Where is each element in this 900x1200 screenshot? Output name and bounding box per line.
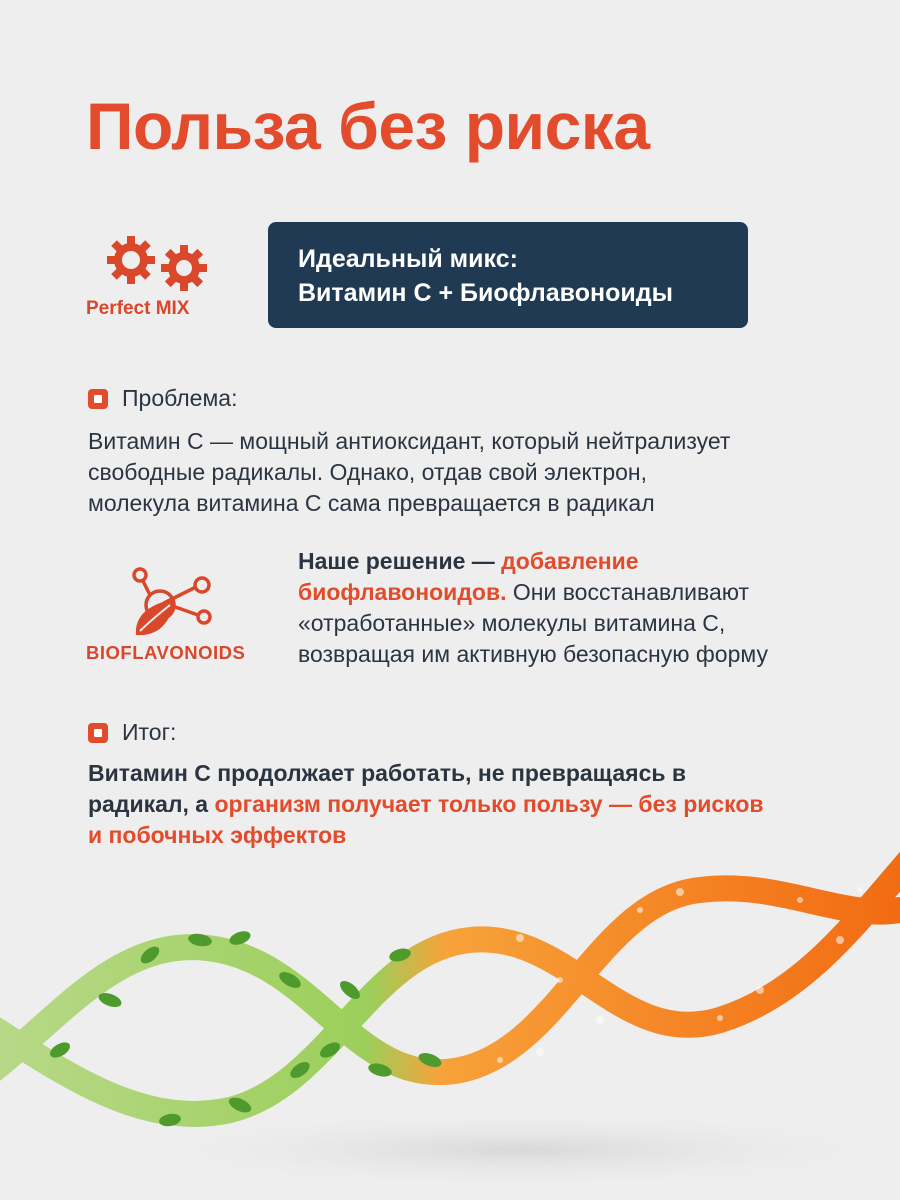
dna-helix-illustration (0, 820, 900, 1200)
perfect-mix-box (268, 222, 748, 328)
mix-box-line-2: Витамин С + Биофлавоноиды (298, 279, 673, 307)
problem-line-2: свободные радикалы. Однако, отдав свой электрон, (88, 459, 648, 485)
solution-rest: Они восстанавливают «отработанные» молекулы витамина С, возвращая им активную безопасную форму (298, 579, 768, 667)
result-text-part-1: Витамин С продолжает работать, не превращаясь в радикал, а (88, 760, 687, 817)
solution-text (298, 546, 838, 670)
problem-line-1: Витамин С — мощный антиоксидант, который нейтрализует (88, 428, 731, 454)
problem-heading (88, 385, 237, 412)
mix-box-line-1: Идеальный микс: (298, 245, 518, 273)
problem-line-3: молекула витамина С сама превращается в радикал (88, 490, 655, 516)
square-bullet-icon (88, 389, 108, 409)
solution-lead: Наше решение — (298, 548, 502, 574)
square-bullet-icon (88, 723, 108, 743)
result-heading-label: Итог: (122, 719, 177, 745)
problem-text (88, 426, 848, 519)
problem-heading-label: Проблема: (122, 385, 238, 411)
solution-accent: добавление биофлавоноидов. (298, 548, 639, 605)
perfect-mix-logo-text: Perfect MIX (86, 298, 190, 319)
page-title: Польза без риска (86, 89, 650, 163)
result-heading (88, 719, 176, 746)
bioflavonoids-logo-text: BIOFLAVONOIDS (86, 642, 246, 663)
result-text-accent: организм получает только пользу — без рисков и побочных эффектов (88, 791, 764, 848)
